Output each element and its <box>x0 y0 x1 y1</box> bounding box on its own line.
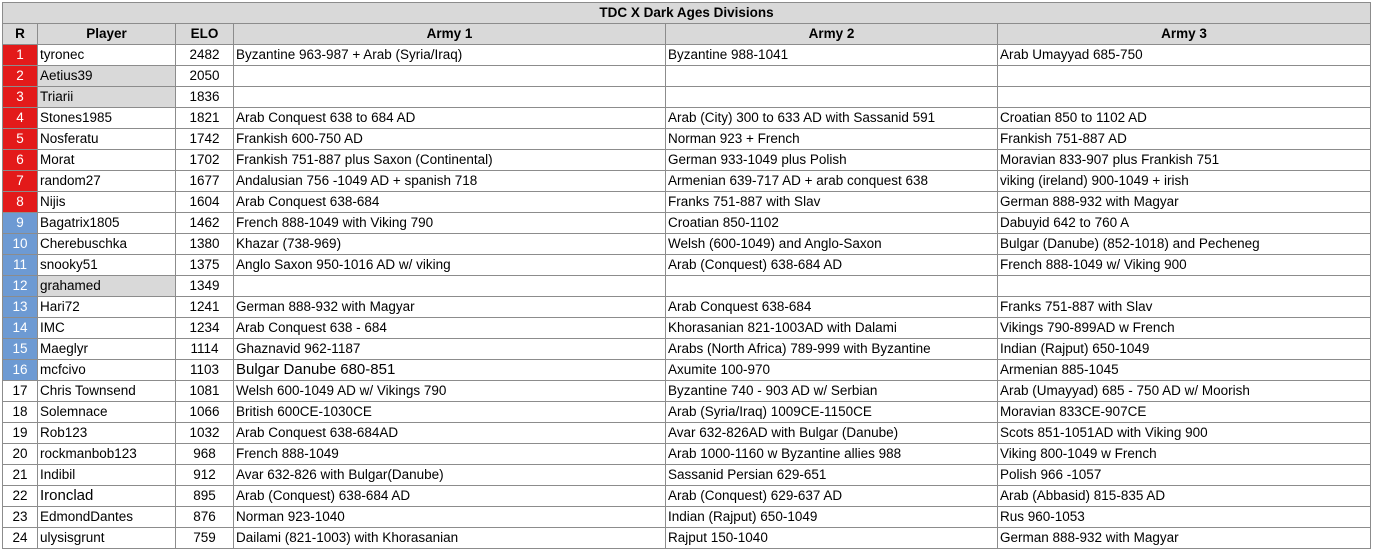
rank-cell[interactable]: 1 <box>3 45 38 66</box>
rank-cell[interactable]: 21 <box>3 465 38 486</box>
army2-cell[interactable]: Norman 923 + French <box>666 129 998 150</box>
table-row <box>3 402 1371 423</box>
table-row <box>3 129 1371 150</box>
army3-cell[interactable]: Arab (Abbasid) 815-835 AD <box>998 486 1371 507</box>
rank-cell[interactable]: 15 <box>3 339 38 360</box>
army3-cell[interactable]: Polish 966 -1057 <box>998 465 1371 486</box>
table-row <box>3 213 1371 234</box>
army2-cell[interactable]: Arab (Conquest) 629-637 AD <box>666 486 998 507</box>
elo-cell[interactable]: 1081 <box>176 381 234 402</box>
army3-cell[interactable] <box>998 276 1371 297</box>
table-row <box>3 318 1371 339</box>
player-cell[interactable]: Stones1985 <box>38 108 176 129</box>
elo-cell[interactable]: 1821 <box>176 108 234 129</box>
army1-cell[interactable]: Arab Conquest 638 - 684 <box>234 318 666 339</box>
player-cell[interactable]: random27 <box>38 171 176 192</box>
rank-cell[interactable]: 19 <box>3 423 38 444</box>
army3-cell[interactable]: German 888-932 with Magyar <box>998 192 1371 213</box>
player-cell[interactable]: snooky51 <box>38 255 176 276</box>
elo-cell[interactable]: 876 <box>176 507 234 528</box>
army3-cell[interactable]: viking (ireland) 900-1049 + irish <box>998 171 1371 192</box>
army1-cell[interactable]: German 888-932 with Magyar <box>234 297 666 318</box>
player-cell[interactable]: Aetius39 <box>38 66 176 87</box>
army2-cell[interactable]: Armenian 639-717 AD + arab conquest 638 <box>666 171 998 192</box>
army3-cell[interactable]: Moravian 833CE-907CE <box>998 402 1371 423</box>
army1-cell[interactable]: Frankish 600-750 AD <box>234 129 666 150</box>
army2-cell[interactable]: Khorasanian 821-1003AD with Dalami <box>666 318 998 339</box>
army3-cell[interactable]: Arab Umayyad 685-750 <box>998 45 1371 66</box>
army2-cell[interactable]: Arab (Conquest) 638-684 AD <box>666 255 998 276</box>
army1-cell[interactable]: French 888-1049 <box>234 444 666 465</box>
player-cell[interactable]: Ironclad <box>38 486 176 507</box>
table-row <box>3 423 1371 444</box>
rank-cell[interactable]: 5 <box>3 129 38 150</box>
army1-cell[interactable]: Arab Conquest 638-684AD <box>234 423 666 444</box>
table-row <box>3 87 1371 108</box>
army3-cell[interactable]: Scots 851-1051AD with Viking 900 <box>998 423 1371 444</box>
rank-cell[interactable]: 11 <box>3 255 38 276</box>
army3-cell[interactable]: Croatian 850 to 1102 AD <box>998 108 1371 129</box>
elo-cell[interactable]: 1677 <box>176 171 234 192</box>
elo-cell[interactable]: 1032 <box>176 423 234 444</box>
table-row <box>3 171 1371 192</box>
army3-cell[interactable]: Franks 751-887 with Slav <box>998 297 1371 318</box>
player-cell[interactable]: grahamed <box>38 276 176 297</box>
elo-cell[interactable]: 1375 <box>176 255 234 276</box>
rank-cell[interactable]: 4 <box>3 108 38 129</box>
table-row <box>3 66 1371 87</box>
army2-cell[interactable] <box>666 276 998 297</box>
army1-cell[interactable]: Arab (Conquest) 638-684 AD <box>234 486 666 507</box>
elo-cell[interactable]: 1114 <box>176 339 234 360</box>
army1-cell[interactable]: Avar 632-826 with Bulgar(Danube) <box>234 465 666 486</box>
army1-cell[interactable]: Bulgar Danube 680-851 <box>234 360 666 381</box>
rank-cell[interactable]: 23 <box>3 507 38 528</box>
table-row <box>3 381 1371 402</box>
army3-cell[interactable]: Rus 960-1053 <box>998 507 1371 528</box>
army1-cell[interactable]: Andalusian 756 -1049 AD + spanish 718 <box>234 171 666 192</box>
army3-cell[interactable]: Dabuyid 642 to 760 A <box>998 213 1371 234</box>
army2-cell[interactable] <box>666 66 998 87</box>
table-row <box>3 234 1371 255</box>
elo-cell[interactable]: 1241 <box>176 297 234 318</box>
army1-cell[interactable]: Anglo Saxon 950-1016 AD w/ viking <box>234 255 666 276</box>
player-cell[interactable]: IMC <box>38 318 176 339</box>
elo-cell[interactable]: 1702 <box>176 150 234 171</box>
player-cell[interactable]: Chris Townsend <box>38 381 176 402</box>
header-row <box>3 24 1371 45</box>
army1-cell[interactable] <box>234 66 666 87</box>
rank-cell[interactable]: 12 <box>3 276 38 297</box>
army3-cell[interactable]: Frankish 751-887 AD <box>998 129 1371 150</box>
army2-cell[interactable]: Arab (City) 300 to 633 AD with Sassanid 591 <box>666 108 998 129</box>
player-cell[interactable]: ulysisgrunt <box>38 528 176 549</box>
army3-cell[interactable]: Bulgar (Danube) (852-1018) and Pecheneg <box>998 234 1371 255</box>
army2-cell[interactable]: Byzantine 988-1041 <box>666 45 998 66</box>
header-army3[interactable]: Army 3 <box>998 24 1371 45</box>
elo-cell[interactable]: 895 <box>176 486 234 507</box>
table-row <box>3 150 1371 171</box>
table-row <box>3 339 1371 360</box>
elo-cell[interactable]: 1103 <box>176 360 234 381</box>
player-cell[interactable]: EdmondDantes <box>38 507 176 528</box>
rank-cell[interactable]: 22 <box>3 486 38 507</box>
player-cell[interactable]: Morat <box>38 150 176 171</box>
army3-cell[interactable]: Moravian 833-907 plus Frankish 751 <box>998 150 1371 171</box>
table-row <box>3 360 1371 381</box>
army2-cell[interactable]: Arab 1000-1160 w Byzantine allies 988 <box>666 444 998 465</box>
player-cell[interactable]: Cherebuschka <box>38 234 176 255</box>
army1-cell[interactable] <box>234 87 666 108</box>
rank-cell[interactable]: 24 <box>3 528 38 549</box>
elo-cell[interactable]: 968 <box>176 444 234 465</box>
rank-cell[interactable]: 14 <box>3 318 38 339</box>
army1-cell[interactable]: Byzantine 963-987 + Arab (Syria/Iraq) <box>234 45 666 66</box>
army1-cell[interactable]: Arab Conquest 638-684 <box>234 192 666 213</box>
elo-cell[interactable]: 2050 <box>176 66 234 87</box>
player-cell[interactable]: rockmanbob123 <box>38 444 176 465</box>
elo-cell[interactable]: 1066 <box>176 402 234 423</box>
table-row <box>3 255 1371 276</box>
army2-cell[interactable]: Avar 632-826AD with Bulgar (Danube) <box>666 423 998 444</box>
army1-cell[interactable]: British 600CE-1030CE <box>234 402 666 423</box>
army3-cell[interactable]: Vikings 790-899AD w French <box>998 318 1371 339</box>
player-cell[interactable]: Indibil <box>38 465 176 486</box>
rank-cell[interactable]: 8 <box>3 192 38 213</box>
army1-cell[interactable]: Arab Conquest 638 to 684 AD <box>234 108 666 129</box>
rank-cell[interactable]: 3 <box>3 87 38 108</box>
table-row <box>3 276 1371 297</box>
elo-cell[interactable]: 912 <box>176 465 234 486</box>
army1-cell[interactable]: Frankish 751-887 plus Saxon (Continental) <box>234 150 666 171</box>
player-cell[interactable]: mcfcivo <box>38 360 176 381</box>
rank-cell[interactable]: 16 <box>3 360 38 381</box>
elo-cell[interactable]: 1604 <box>176 192 234 213</box>
table-row <box>3 486 1371 507</box>
table-row <box>3 507 1371 528</box>
rank-cell[interactable]: 13 <box>3 297 38 318</box>
army2-cell[interactable]: Sassanid Persian 629-651 <box>666 465 998 486</box>
army3-cell[interactable]: Arab (Umayyad) 685 - 750 AD w/ Moorish <box>998 381 1371 402</box>
army1-cell[interactable]: Welsh 600-1049 AD w/ Vikings 790 <box>234 381 666 402</box>
army3-cell[interactable] <box>998 66 1371 87</box>
army2-cell[interactable]: Franks 751-887 with Slav <box>666 192 998 213</box>
elo-cell[interactable]: 1742 <box>176 129 234 150</box>
army1-cell[interactable]: Khazar (738-969) <box>234 234 666 255</box>
player-cell[interactable]: Bagatrix1805 <box>38 213 176 234</box>
table-row <box>3 108 1371 129</box>
army2-cell[interactable] <box>666 87 998 108</box>
table-row <box>3 444 1371 465</box>
rank-cell[interactable]: 9 <box>3 213 38 234</box>
army3-cell[interactable]: French 888-1049 w/ Viking 900 <box>998 255 1371 276</box>
title-row <box>3 3 1371 24</box>
table-row <box>3 45 1371 66</box>
army3-cell[interactable]: Indian (Rajput) 650-1049 <box>998 339 1371 360</box>
rank-cell[interactable]: 10 <box>3 234 38 255</box>
army1-cell[interactable]: Norman 923-1040 <box>234 507 666 528</box>
army3-cell[interactable] <box>998 87 1371 108</box>
elo-cell[interactable]: 1462 <box>176 213 234 234</box>
rank-cell[interactable]: 18 <box>3 402 38 423</box>
header-player[interactable]: Player <box>38 24 176 45</box>
player-cell[interactable]: Triarii <box>38 87 176 108</box>
rank-cell[interactable]: 6 <box>3 150 38 171</box>
table-row <box>3 192 1371 213</box>
header-rank[interactable]: R <box>3 24 38 45</box>
rank-cell[interactable]: 17 <box>3 381 38 402</box>
rank-cell[interactable]: 7 <box>3 171 38 192</box>
player-cell[interactable]: Nosferatu <box>38 129 176 150</box>
elo-cell[interactable]: 1836 <box>176 87 234 108</box>
divisions-table <box>2 2 1371 549</box>
army2-cell[interactable]: German 933-1049 plus Polish <box>666 150 998 171</box>
elo-cell[interactable]: 1380 <box>176 234 234 255</box>
table-row <box>3 297 1371 318</box>
header-army2[interactable]: Army 2 <box>666 24 998 45</box>
rank-cell[interactable]: 2 <box>3 66 38 87</box>
army3-cell[interactable]: Viking 800-1049 w French <box>998 444 1371 465</box>
table-row <box>3 528 1371 549</box>
army2-cell[interactable]: Arabs (North Africa) 789-999 with Byzantine <box>666 339 998 360</box>
army3-cell[interactable]: Armenian 885-1045 <box>998 360 1371 381</box>
player-cell[interactable]: Solemnace <box>38 402 176 423</box>
elo-cell[interactable]: 1349 <box>176 276 234 297</box>
player-cell[interactable]: tyronec <box>38 45 176 66</box>
player-cell[interactable]: Maeglyr <box>38 339 176 360</box>
table-title: TDC X Dark Ages Divisions <box>3 3 1371 24</box>
header-army1[interactable]: Army 1 <box>234 24 666 45</box>
army1-cell[interactable] <box>234 276 666 297</box>
army1-cell[interactable]: Ghaznavid 962-1187 <box>234 339 666 360</box>
army2-cell[interactable]: Arab (Syria/Iraq) 1009CE-1150CE <box>666 402 998 423</box>
rank-cell[interactable]: 20 <box>3 444 38 465</box>
army1-cell[interactable]: French 888-1049 with Viking 790 <box>234 213 666 234</box>
army2-cell[interactable]: Indian (Rajput) 650-1049 <box>666 507 998 528</box>
army2-cell[interactable]: Rajput 150-1040 <box>666 528 998 549</box>
elo-cell[interactable]: 1234 <box>176 318 234 339</box>
army3-cell[interactable]: German 888-932 with Magyar <box>998 528 1371 549</box>
army2-cell[interactable]: Croatian 850-1102 <box>666 213 998 234</box>
elo-cell[interactable]: 759 <box>176 528 234 549</box>
player-cell[interactable]: Nijis <box>38 192 176 213</box>
army1-cell[interactable]: Dailami (821-1003) with Khorasanian <box>234 528 666 549</box>
army2-cell[interactable]: Byzantine 740 - 903 AD w/ Serbian <box>666 381 998 402</box>
army2-cell[interactable]: Axumite 100-970 <box>666 360 998 381</box>
army2-cell[interactable]: Welsh (600-1049) and Anglo-Saxon <box>666 234 998 255</box>
header-elo[interactable]: ELO <box>176 24 234 45</box>
army2-cell[interactable]: Arab Conquest 638-684 <box>666 297 998 318</box>
player-cell[interactable]: Rob123 <box>38 423 176 444</box>
elo-cell[interactable]: 2482 <box>176 45 234 66</box>
table-row <box>3 465 1371 486</box>
player-cell[interactable]: Hari72 <box>38 297 176 318</box>
